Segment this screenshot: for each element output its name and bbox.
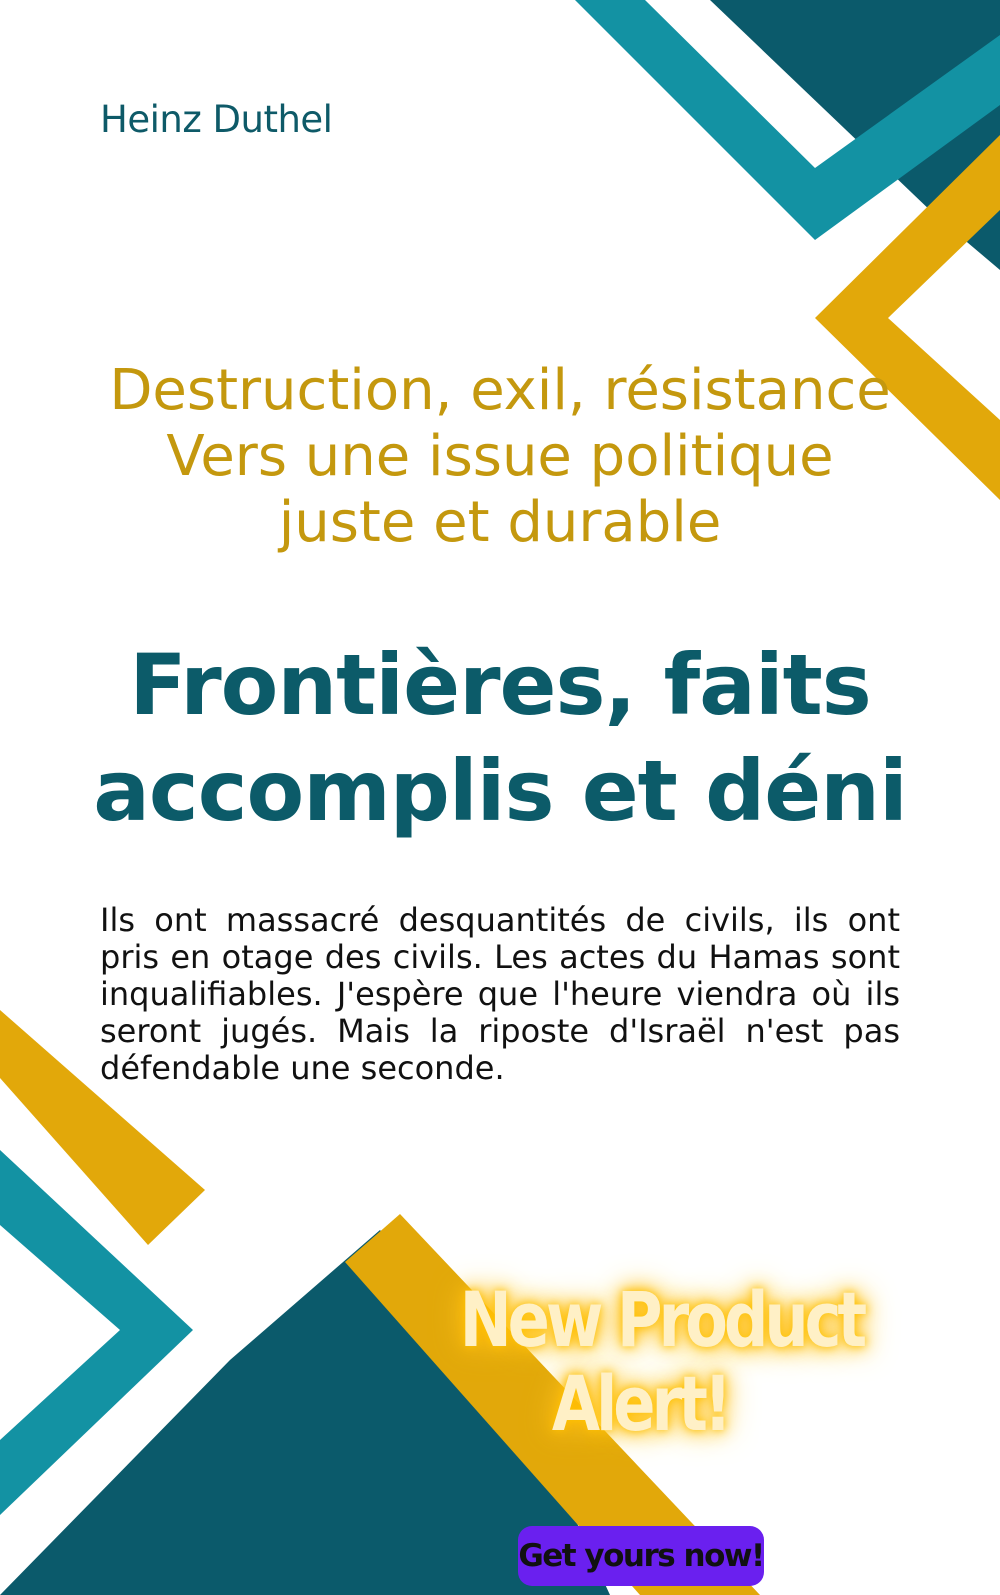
title-line: accomplis et déni (93, 742, 907, 840)
book-title (40, 632, 960, 844)
subtitle-line: juste et durable (278, 490, 722, 555)
alert-line: New Product (459, 1275, 864, 1364)
new-product-alert (459, 1275, 864, 1448)
cover-blurb: Ils ont massacré desquantités de civils, ils ont pris en otage des civils. Les actes du Hamas sont inqualifiables. J'espère que l'heure viendra où ils seront jugés. Mais la riposte d'Israël n'est pas défendable une seconde. (100, 901, 900, 1087)
subtitle-line: Vers une issue politique (166, 424, 834, 489)
get-yours-now-button[interactable]: Get yours now! (518, 1526, 764, 1586)
alert-line: Alert! (551, 1359, 729, 1448)
subtitle-line: Destruction, exil, résistance (109, 358, 891, 423)
title-line: Frontières, faits (129, 636, 871, 734)
author-name: Heinz Duthel (100, 98, 333, 141)
book-subtitle (60, 358, 940, 556)
